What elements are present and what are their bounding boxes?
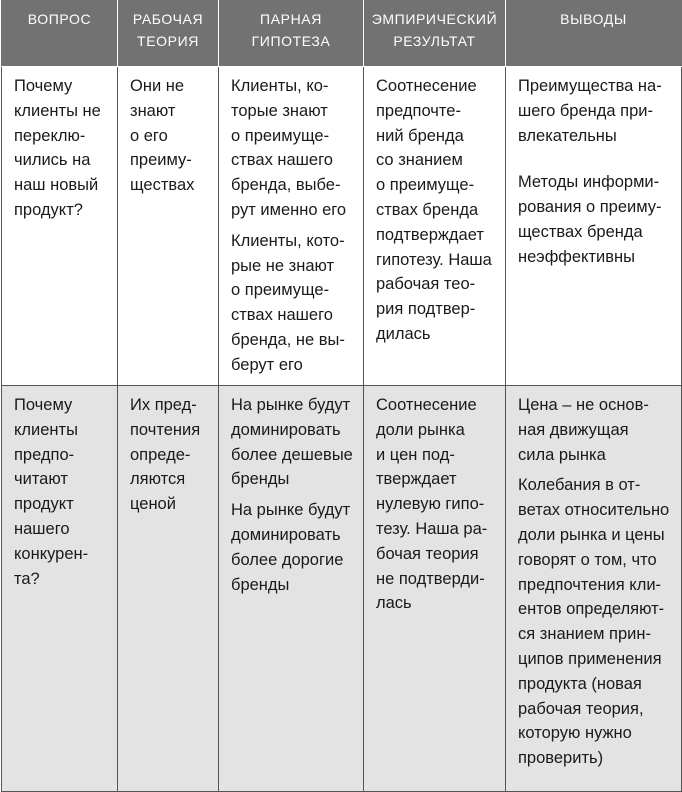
text-line: более дорогие: [231, 550, 344, 569]
text-line: берут его: [231, 355, 303, 374]
text-line: предпочтения кли-: [518, 575, 662, 594]
text-line: ветах относительно: [518, 501, 670, 520]
text-line: бренды: [231, 470, 290, 489]
text-line: Они не: [130, 77, 185, 95]
text-line: почтения: [130, 420, 201, 439]
text-line: ся знанием прин-: [518, 625, 651, 644]
text-line: о преимуще-: [376, 176, 475, 195]
text-line: Методы информи-: [518, 173, 660, 192]
text-line: подтверждает: [376, 225, 484, 244]
text-line: клиенты не: [14, 101, 101, 120]
header-line: ВЫВОДЫ: [560, 11, 627, 27]
text-line: продукта (новая: [518, 674, 642, 693]
cell-theory: [118, 386, 219, 792]
cell-hypothesis: [219, 67, 364, 386]
cell-question: [2, 386, 118, 792]
text-line: о его: [130, 126, 168, 145]
text-line: шего бренда при-: [518, 101, 653, 120]
text-line: ствах нашего: [231, 151, 333, 170]
text-line: На рынке будут: [231, 501, 351, 520]
header-question: [2, 0, 118, 67]
text-line: знают: [130, 101, 176, 120]
table-row: [2, 67, 682, 386]
text-line: Почему: [14, 396, 73, 414]
text-line: продукт: [14, 495, 74, 514]
text-line: о преимуще-: [231, 126, 330, 145]
text-line: ляются: [130, 470, 186, 489]
text-line: Клиенты, ко-: [231, 77, 329, 95]
text-line: и цен под-: [376, 445, 455, 464]
text-line: переклю-: [14, 126, 86, 145]
text-line: предпо-: [14, 445, 75, 464]
text-line: предпочте-: [376, 101, 461, 120]
text-line: бочая теория: [376, 544, 479, 563]
text-line: Почему: [14, 77, 73, 95]
cell-result: [364, 67, 506, 386]
text-line: рабочая тео-: [376, 275, 476, 294]
cell-conclusion: [506, 386, 682, 792]
text-line: опреде-: [130, 445, 191, 464]
text-line: бренда, не вы-: [231, 330, 345, 349]
text-line: ществах бренда: [518, 222, 643, 241]
text-line: Колебания в от-: [518, 476, 641, 495]
text-line: чились на: [14, 151, 91, 170]
hypothesis-table: [1, 0, 682, 792]
cell-question: [2, 67, 118, 386]
text-line: Их пред-: [130, 396, 197, 414]
cell-conclusion: [506, 67, 682, 386]
text-line: рабочая теория,: [518, 699, 644, 718]
text-line: клиенты: [14, 420, 78, 439]
text-line: рия подтвер-: [376, 300, 476, 319]
header-line: РАБОЧАЯ: [132, 11, 204, 27]
text-line: доминировать: [231, 525, 341, 544]
header-working-theory: [118, 0, 219, 67]
text-line: гипотезу. Наша: [376, 250, 492, 269]
text-line: ная движущая: [518, 420, 629, 439]
header-line: ТЕОРИЯ: [137, 33, 199, 49]
header-row: [2, 0, 682, 67]
text-line: продукт?: [14, 200, 83, 219]
text-line: ществах: [130, 176, 195, 195]
text-line: Соотнесение: [376, 77, 477, 95]
text-line: рут именно его: [231, 200, 347, 219]
text-line: нашего: [14, 519, 70, 538]
text-line: ствах бренда: [376, 200, 479, 219]
cell-theory: [118, 67, 219, 386]
text-line: тезу. Наша ра-: [376, 519, 488, 538]
text-line: неэффективны: [518, 247, 635, 266]
text-line: о преимуще-: [231, 281, 330, 300]
header-line: ПАРНАЯ: [260, 11, 322, 27]
text-line: сила рынка: [518, 445, 606, 464]
header-line: ВОПРОС: [27, 11, 92, 27]
text-line: преиму-: [130, 151, 192, 170]
text-line: Клиенты, кото-: [231, 231, 345, 250]
text-line: доли рынка: [376, 420, 465, 439]
text-line: влекательны: [518, 126, 617, 145]
text-line: Преимущества на-: [518, 77, 662, 95]
text-line: со знанием: [376, 151, 463, 170]
text-line: На рынке будут: [231, 396, 351, 414]
text-line: рования о преиму-: [518, 198, 662, 217]
paragraph-gap: [518, 148, 671, 170]
table-row: [2, 386, 682, 792]
text-line: которую нужно: [518, 724, 632, 743]
text-line: лась: [376, 594, 412, 613]
text-line: ствах нашего: [231, 306, 333, 325]
text-line: та?: [14, 569, 40, 588]
text-line: ентов определяют-: [518, 600, 665, 619]
header-line: ЭМПИРИЧЕСКИЙ: [371, 11, 498, 27]
header-line: ГИПОТЕЗА: [251, 33, 331, 49]
header-paired-hypothesis: [219, 0, 364, 67]
header-conclusions: [506, 0, 682, 67]
text-line: дилась: [376, 324, 431, 343]
header-empirical-result: [364, 0, 506, 67]
text-line: ценой: [130, 495, 176, 514]
text-line: читают: [14, 470, 68, 489]
text-line: нулевую гипо-: [376, 495, 485, 514]
header-line: РЕЗУЛЬТАТ: [393, 33, 476, 49]
text-line: тверждает: [376, 470, 457, 489]
cell-hypothesis: [219, 386, 364, 792]
text-line: более дешевые: [231, 445, 353, 464]
text-line: наш новый: [14, 176, 99, 195]
text-line: Цена – не основ-: [518, 396, 649, 414]
text-line: не подтверди-: [376, 569, 485, 588]
text-line: Соотнесение: [376, 396, 477, 414]
text-line: ний бренда: [376, 126, 464, 145]
text-line: проверить): [518, 749, 604, 768]
cell-result: [364, 386, 506, 792]
text-line: бренда, выбе-: [231, 176, 341, 195]
text-line: говорят о том, что: [518, 550, 657, 569]
text-line: доминировать: [231, 420, 341, 439]
text-line: конкурен-: [14, 544, 89, 563]
text-line: доли рынка и цены: [518, 525, 665, 544]
text-line: торые знают: [231, 101, 328, 120]
text-line: ципов применения: [518, 649, 662, 668]
text-line: бренды: [231, 575, 290, 594]
text-line: рые не знают: [231, 256, 335, 275]
